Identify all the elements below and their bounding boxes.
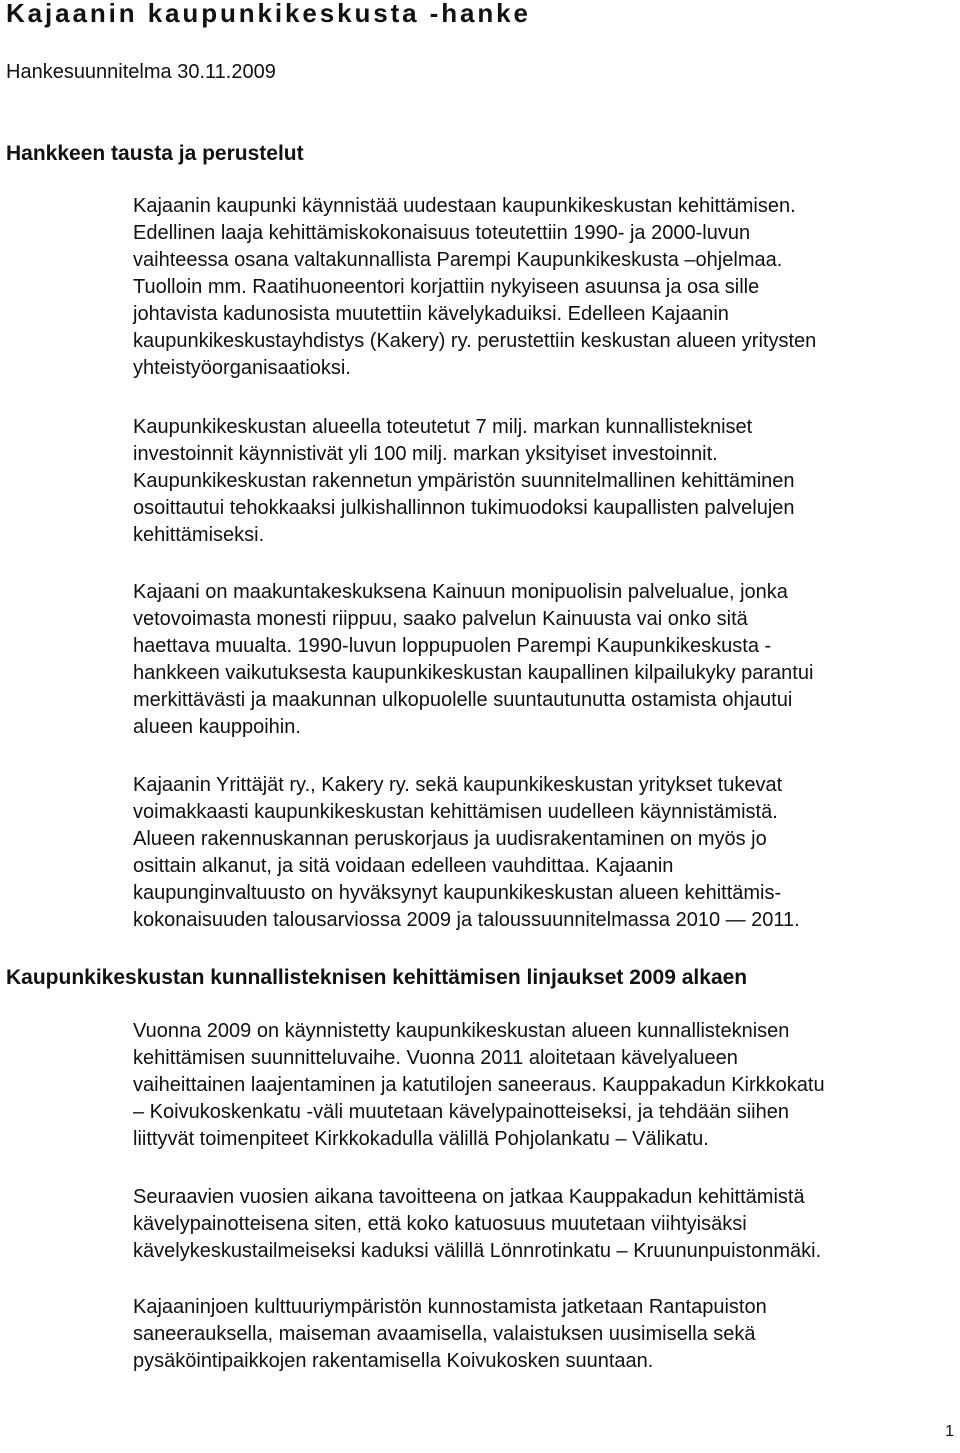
document-title: Kajaanin kaupunkikeskusta -hanke — [6, 0, 531, 28]
document-subtitle: Hankesuunnitelma 30.11.2009 — [6, 61, 276, 83]
text-line: Kajaanin Yrittäjät ry., Kakery ry. sekä kaupunkikeskustan yritykset tukevat — [133, 774, 783, 796]
text-line: osoittautui tehokkaaksi julkishallinnon tukimuodoksi kaupallisten palvelujen — [133, 497, 795, 519]
text-line: hankkeen vaikutuksesta kaupunkikeskustan kaupallinen kilpailukyky parantui — [133, 662, 814, 684]
text-line: Kajaanin kaupunki käynnistää uudestaan kaupunkikeskustan kehittämisen. — [133, 195, 796, 217]
text-line: kävelykeskustailmeiseksi kaduksi välillä Lönnrotinkatu – Kruununpuistonmäki. — [133, 1240, 822, 1262]
paragraph-background-2 — [133, 414, 960, 549]
page-number: 1 — [945, 1423, 954, 1440]
text-line: Tuolloin mm. Raatihuoneentori korjattiin nykyiseen asuunsa ja osa sille — [133, 276, 760, 298]
text-line: Kajaani on maakuntakeskuksena Kainuun monipuolisin palvelualue, jonka — [133, 581, 788, 603]
text-line: haettava muualta. 1990-luvun loppupuolen Parempi Kaupunkikeskusta - — [133, 635, 772, 657]
text-line: liittyvät toimenpiteet Kirkkokadulla välillä Pohjolankatu – Välikatu. — [133, 1128, 709, 1150]
paragraph-guidelines-1 — [133, 1018, 960, 1153]
text-line: kaupunkikeskustayhdistys (Kakery) ry. perustettiin keskustan alueen yritysten — [133, 330, 817, 352]
text-line: Seuraavien vuosien aikana tavoitteena on jatkaa Kauppakadun kehittämistä — [133, 1186, 805, 1208]
paragraph-guidelines-2 — [133, 1184, 960, 1265]
text-line: kaupunginvaltuusto on hyväksynyt kaupunkikeskustan alueen kehittämis- — [133, 882, 782, 904]
text-line: pysäköintipaikkojen rakentamisella Koivukosken suuntaan. — [133, 1350, 654, 1372]
text-line: Edellinen laaja kehittämiskokonaisuus toteutettiin 1990- ja 2000-luvun — [133, 222, 751, 244]
text-line: – Koivukoskenkatu -väli muutetaan kävelypainotteiseksi, ja tehdään siihen — [133, 1101, 789, 1123]
paragraph-guidelines-3 — [133, 1294, 960, 1375]
text-line: Kajaaninjoen kulttuuriympäristön kunnostamista jatketaan Rantapuiston — [133, 1296, 767, 1318]
text-line: kävelypainotteisena siten, että koko katuosuus muutetaan viihtyisäksi — [133, 1213, 747, 1235]
text-line: kehittämisen suunnitteluvaihe. Vuonna 2011 aloitetaan kävelyalueen — [133, 1047, 738, 1069]
paragraph-background-1 — [133, 193, 960, 382]
text-line: vaihteessa osana valtakunnallista Parempi Kaupunkikeskusta –ohjelmaa. — [133, 249, 783, 271]
text-line: merkittävästi ja maakunnan ulkopuolelle suuntautunutta ostamista ohjautui — [133, 689, 793, 711]
text-line: vaiheittainen laajentaminen ja katutilojen saneeraus. Kauppakadun Kirkkokatu — [133, 1074, 825, 1096]
text-line: osittain alkanut, ja sitä voidaan edelleen vauhdittaa. Kajaanin — [133, 855, 674, 877]
text-line: kokonaisuuden talousarviossa 2009 ja taloussuunnitelmassa 2010 — 2011. — [133, 909, 800, 931]
text-line: saneerauksella, maiseman avaamisella, valaistuksen uusimisella sekä — [133, 1323, 756, 1345]
text-line: investoinnit käynnistivät yli 100 milj. markan yksityiset investoinnit. — [133, 443, 718, 465]
section-heading-guidelines: Kaupunkikeskustan kunnallisteknisen kehittämisen linjaukset 2009 alkaen — [6, 966, 748, 989]
paragraph-background-3 — [133, 579, 960, 741]
paragraph-background-4 — [133, 772, 960, 934]
text-line: Vuonna 2009 on käynnistetty kaupunkikeskustan alueen kunnallisteknisen — [133, 1020, 790, 1042]
text-line: voimakkaasti kaupunkikeskustan kehittämisen uudelleen käynnistämistä. — [133, 801, 778, 823]
text-line: Kaupunkikeskustan rakennetun ympäristön suunnitelmallinen kehittäminen — [133, 470, 795, 492]
text-line: kehittämiseksi. — [133, 524, 265, 546]
text-line: Alueen rakennuskannan peruskorjaus ja uudisrakentaminen on myös jo — [133, 828, 767, 850]
section-heading-background: Hankkeen tausta ja perustelut — [6, 142, 304, 165]
text-line: johtavista kadunosista muutettiin kävelykaduiksi. Edelleen Kajaanin — [133, 303, 729, 325]
text-line: yhteistyöorganisaatioksi. — [133, 357, 351, 379]
text-line: Kaupunkikeskustan alueella toteutetut 7 milj. markan kunnallistekniset — [133, 416, 753, 438]
text-line: alueen kauppoihin. — [133, 716, 301, 738]
text-line: vetovoimasta monesti riippuu, saako palvelun Kainuusta vai onko sitä — [133, 608, 748, 630]
